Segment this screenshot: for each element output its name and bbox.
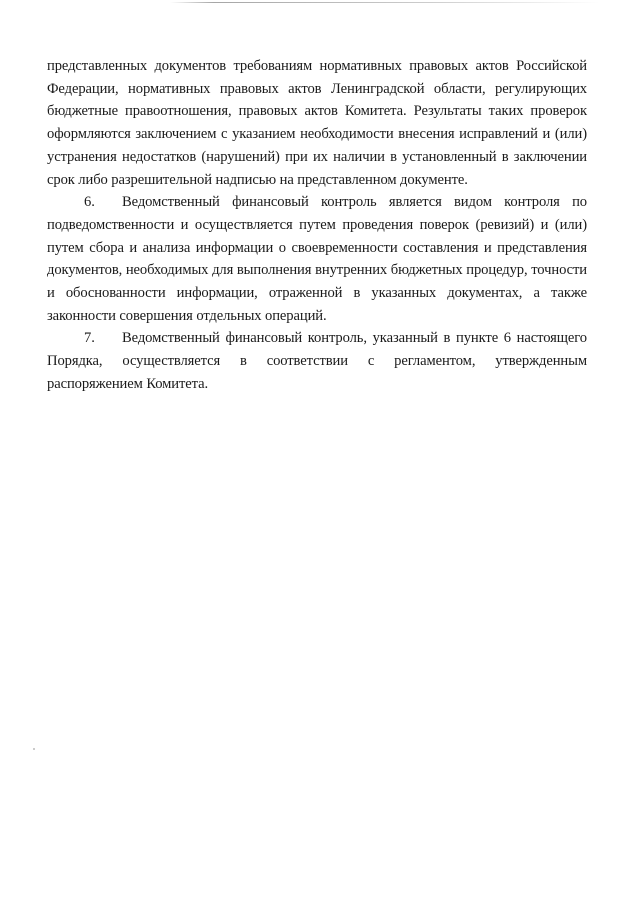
scan-top-edge (170, 2, 600, 3)
scan-speck (33, 748, 35, 750)
paragraph-text: Ведомственный финансовый контроль является видом контроля по подведомственности и осуществляется путем проведения поверок (ревизий) и (или) путем сбора и анализа информации о своевременности составления и представления документов, необходимых для выполнения внутренних бюджетных процедур, точности и обоснованности информации, отраженной в указанных документах, а также законности совершения отдельных операций. (47, 194, 587, 324)
document-page (47, 55, 587, 396)
paragraph-6 (47, 191, 587, 327)
paragraph-text: представленных документов требованиям нормативных правовых актов Российской Федерации, нормативных правовых актов Ленинградской области, регулирующих бюджетные правоотношения, правовых актов Комитета. Результаты таких проверок оформляются заключением с указанием необходимости внесения исправлений и (или) устранения недостатков (нарушений) при их наличии в установленный в заключении срок либо разрешительной надписью на представленном документе. (47, 58, 587, 188)
paragraph-number: 7. (84, 330, 95, 347)
paragraph-7 (47, 327, 587, 395)
paragraph-number: 6. (84, 194, 95, 211)
paragraph-text: Ведомственный финансовый контроль, указанный в пункте 6 настоящего Порядка, осуществляется в соответствии с регламентом, утвержденным распоряжением Комитета. (47, 330, 587, 392)
paragraph-continuation (47, 55, 587, 191)
